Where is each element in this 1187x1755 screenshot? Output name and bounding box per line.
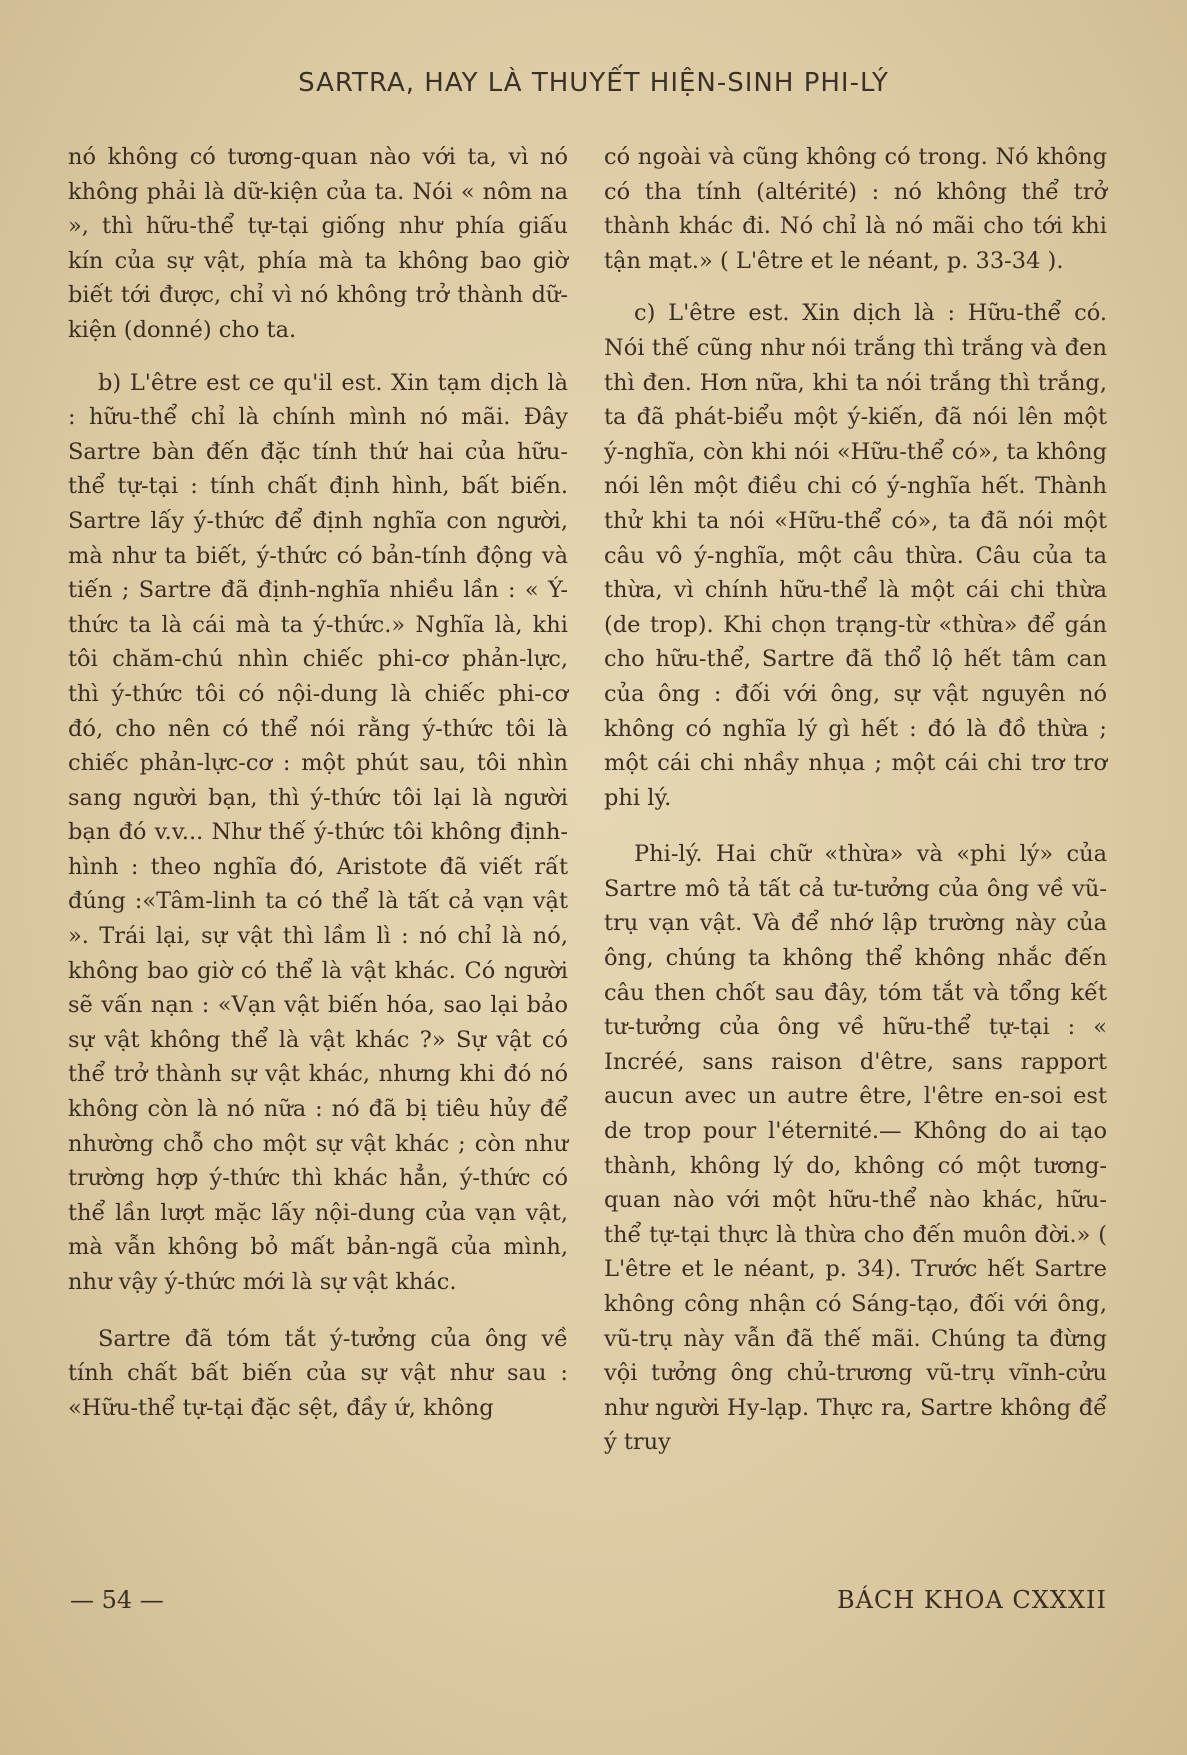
left-column [68, 140, 568, 1425]
right-column [604, 140, 1107, 1460]
left-paragraph-3: Sartre đã tóm tắt ý-tưởng của ông về tính chất bất biến của sự vật như sau : «Hữu-thể tự-tại đặc sệt, đầy ứ, không [68, 1325, 568, 1421]
left-paragraph-2: b) L'être est ce qu'il est. Xin tạm dịch là : hữu-thể chỉ là chính mình nó mãi. Đây Sartre bàn đến đặc tính thứ hai của hữu-thể tự-tại : tính chất định hình, bất biến. Sartre lấy ý-thức để định nghĩa con người, mà như ta biết, ý-thức có bản-tính động và tiến ; Sartre đã định-nghĩa nhiều lần : « Ý-thức ta là cái mà ta ý-thức.» Nghĩa là, khi tôi chăm-chú nhìn chiếc phi-cơ phản-lực, thì ý-thức tôi có nội-dung là chiếc phi-cơ đó, cho nên có thể nói rằng ý-thức tôi là chiếc phản-lực-cơ : một phút sau, tôi nhìn sang người bạn, thì ý-thức tôi lại là người bạn đó v.v... Như thế ý-thức tôi không định-hình : theo nghĩa đó, Aristote đã viết rất đúng :«Tâm-linh ta có thể là tất cả vạn vật ». Trái lại, sự vật thì lầm lì : nó chỉ là nó, không bao giờ có thể là vật khác. Có người sẽ vấn nạn : «Vạn vật biến hóa, sao lại bảo sự vật không thể là vật khác ?» Sự vật có thể trở thành sự vật khác, nhưng khi đó nó không còn là nó nữa : nó đã bị tiêu hủy để nhường chỗ cho một sự vật khác ; còn như trường hợp ý-thức thì khác hẳn, ý-thức có thể lần lượt mặc lấy nội-dung của vạn vật, mà vẫn không bỏ mất bản-ngã của mình, như vậy ý-thức mới là sự vật khác. [68, 369, 568, 1295]
publication-name: BÁCH KHOA CXXXII [837, 1586, 1107, 1614]
left-paragraph-1: nó không có tương-quan nào với ta, vì nó không phải là dữ-kiện của ta. Nói « nôm na », thì hữu-thể tự-tại giống như phía giấu kín của sự vật, phía mà ta không bao giờ biết tới được, chỉ vì nó không trở thành dữ-kiện (donné) cho ta. [68, 144, 568, 343]
right-paragraph-3: Phi-lý. Hai chữ «thừa» và «phi lý» của Sartre mô tả tất cả tư-tưởng của ông về vũ-trụ vạn vật. Và để nhớ lập trường này của ông, chúng ta không thể không nhắc đến câu then chốt sau đây, tóm tắt và tổng kết tư-tưởng của ông về hữu-thể tự-tại : « Incréé, sans raison d'être, sans rapport aucun avec un autre être, l'être en-soi est de trop pour l'éternité.— Không do ai tạo thành, không lý do, không có một tương-quan nào với một hữu-thể nào khác, hữu-thể tự-tại thực là thừa cho đến muôn đời.» ( L'être et le néant, p. 34). Trước hết Sartre không công nhận có Sáng-tạo, đối với ông, vũ-trụ này vẫn đã thế mãi. Chúng ta đừng vội tưởng ông chủ-trương vũ-trụ vĩnh-cửu như người Hy-lạp. Thực ra, Sartre không để ý truy [604, 841, 1107, 1456]
running-header: SARTRA, HAY LÀ THUYẾT HIỆN-SINH PHI-LÝ [298, 68, 889, 98]
page-number: — 54 — [70, 1586, 164, 1614]
right-paragraph-2: c) L'être est. Xin dịch là : Hữu-thể có. Nói thế cũng như nói trắng thì trắng và đen thì đen. Hơn nữa, khi ta nói trắng thì trắng, ta đã phát-biểu một ý-kiến, đã nói lên một ý-nghĩa, còn khi nói «Hữu-thể có», ta không nói lên một điều chi có ý-nghĩa hết. Thành thử khi ta nói «Hữu-thể có», ta đã nói một câu vô ý-nghĩa, một câu thừa. Câu của ta thừa, vì chính hữu-thể là một cái chi thừa (de trop). Khi chọn trạng-từ «thừa» để gán cho hữu-thể, Sartre đã thổ lộ hết tâm can của ông : đối với ông, sự vật nguyên nó không có nghĩa lý gì hết : đó là đồ thừa ; một cái chi nhầy nhụa ; một cái chi trơ trơ phi lý. [604, 300, 1107, 811]
right-paragraph-1: có ngoài và cũng không có trong. Nó không có tha tính (altérité) : nó không thể trở thành khác đi. Nó chỉ là nó mãi cho tới khi tận mạt.» ( L'être et le néant, p. 33-34 ). [604, 144, 1107, 274]
